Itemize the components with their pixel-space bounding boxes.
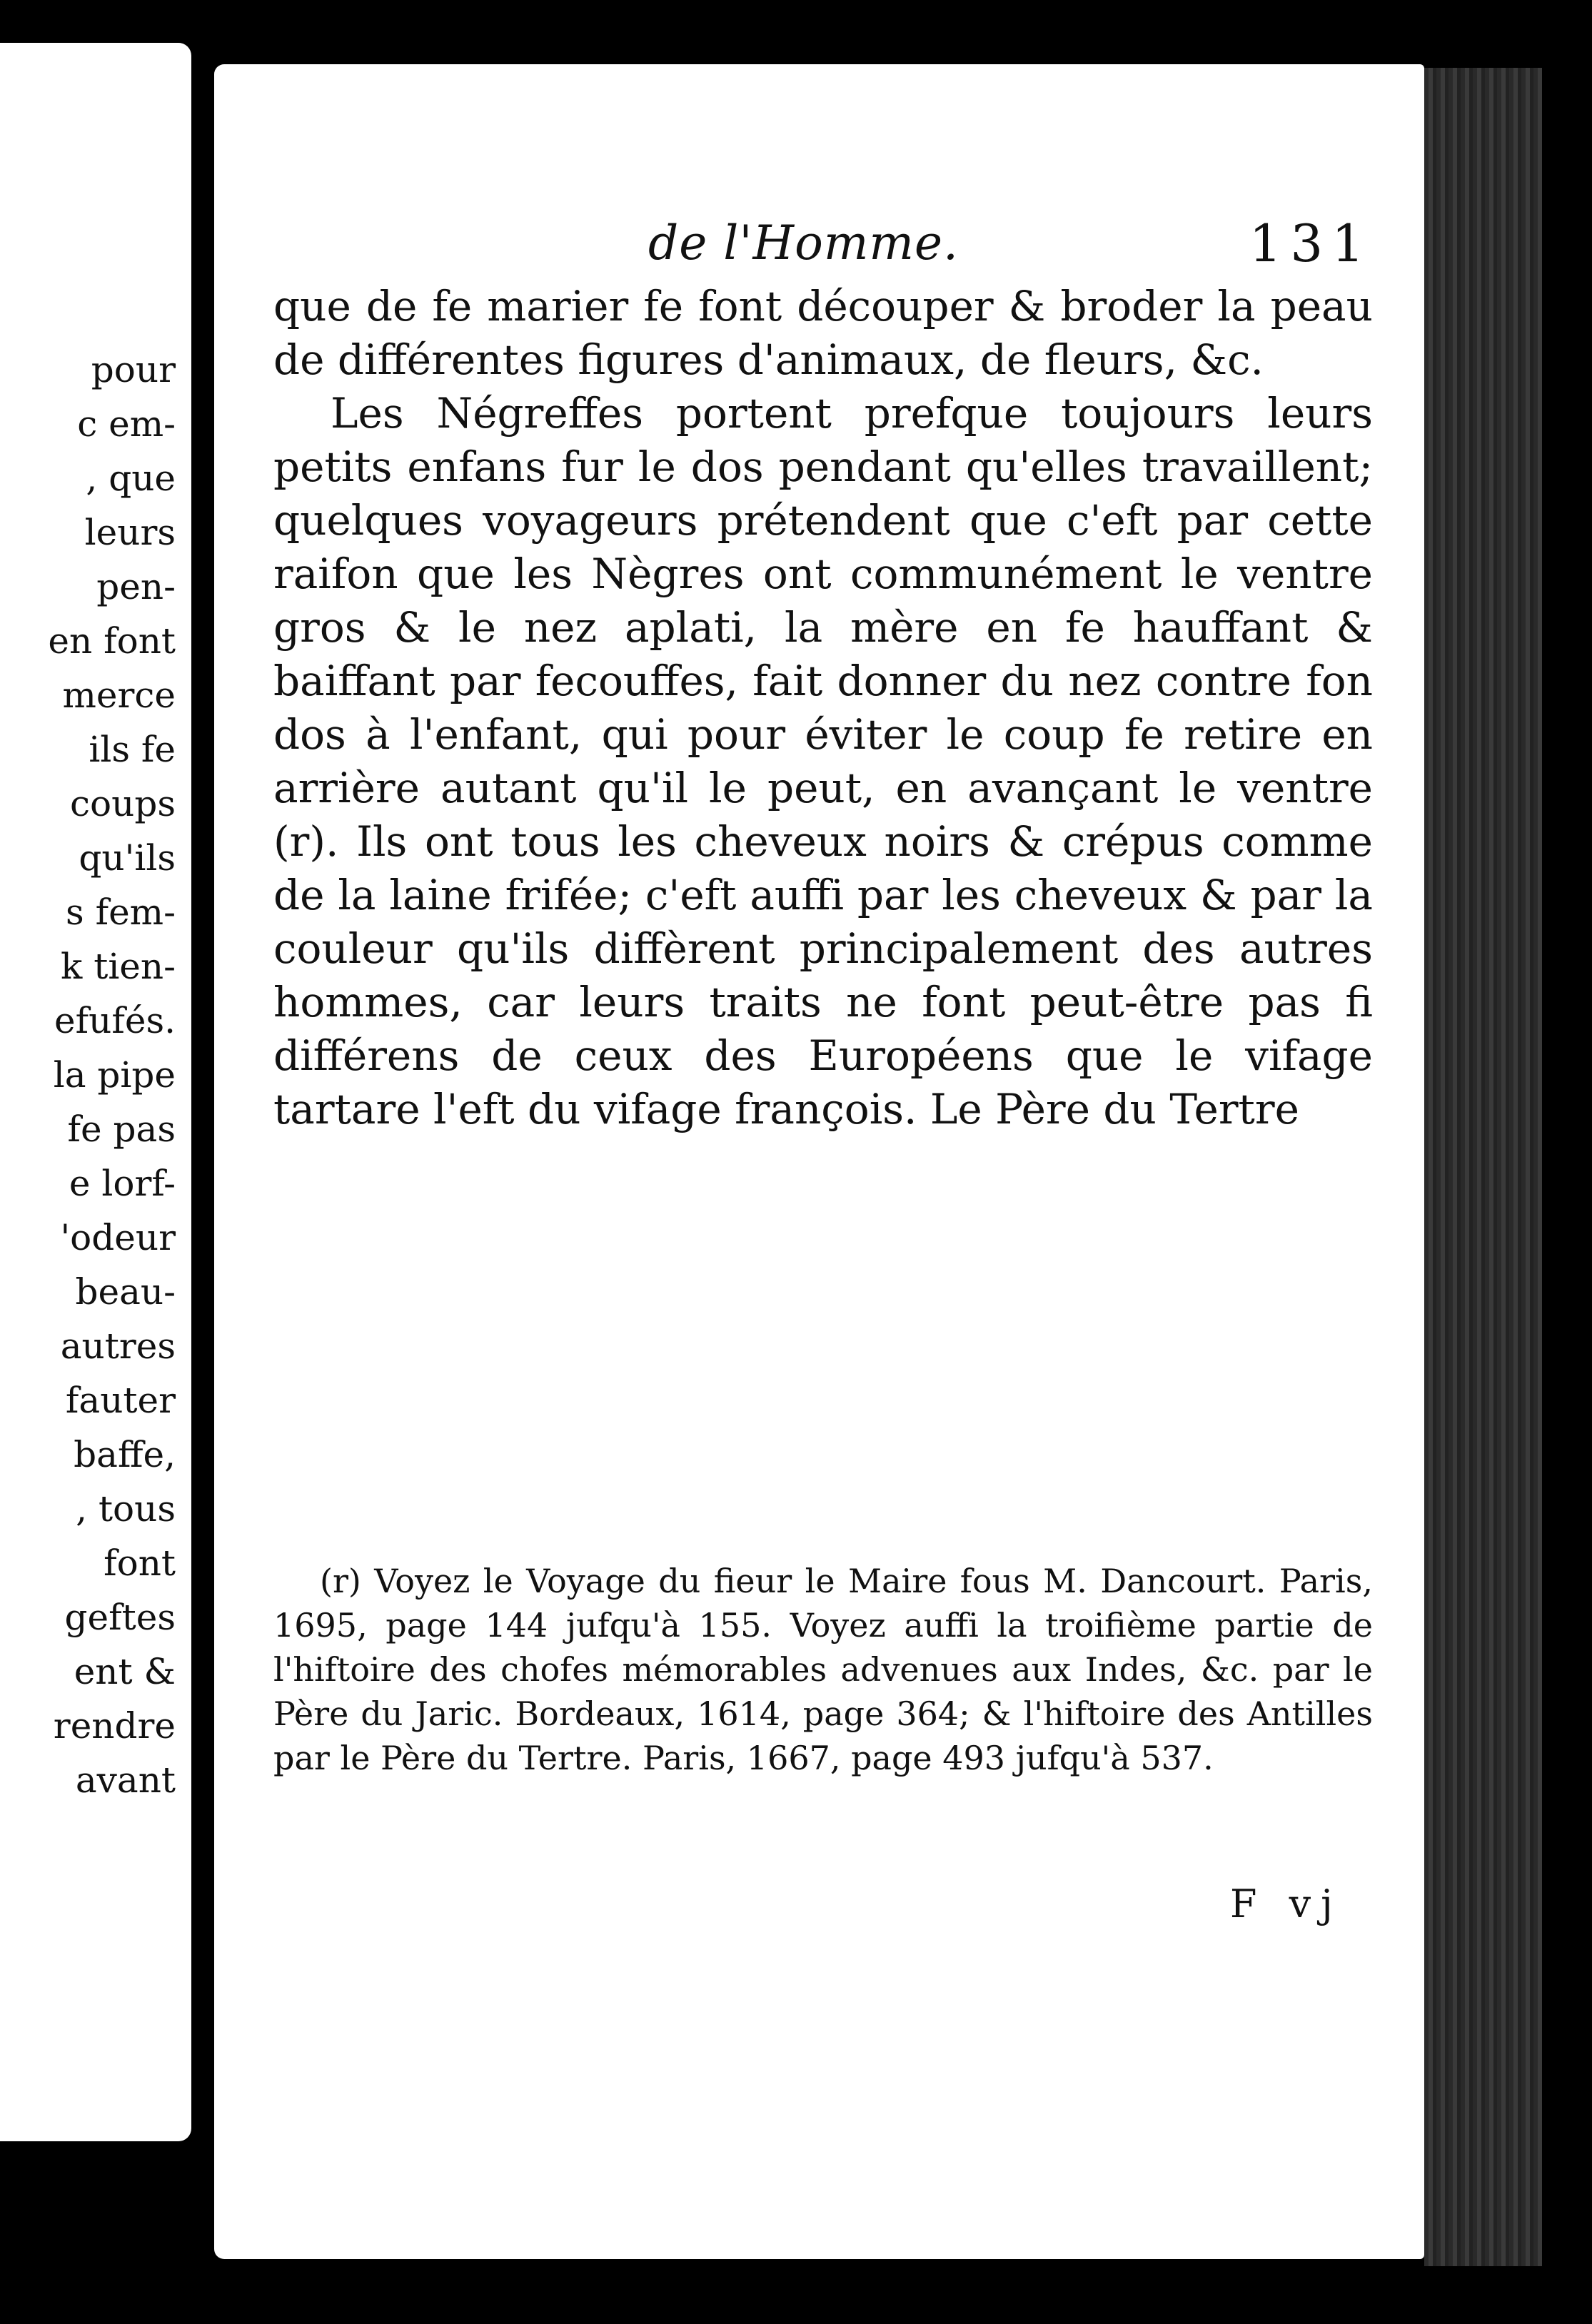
body-paragraph-2: Les Négreffes portent prefque toujours leurs petits enfans fur le dos pendant qu'elles travaillent; quelques voyageurs prétendent que c'eft par cette raifon que les Nègres ont communément le ventre gros & le nez aplati, la mère en fe hauffant & baiffant par fecouffes, fait donner du nez contre fon dos à l'enfant, qui pour éviter le coup fe retire en arrière autant qu'il le peut, en avançant le ventre (r). Ils ont tous les cheveux noirs & crépus comme de la laine frifée; c'eft auffi par les cheveux & par la couleur qu'ils diffèrent principalement des autres hommes, car leurs traits ne font peut-être pas fi différens de ceux des Européens que le vifage tartare l'eft du vifage françois. Le Père du Tertre — [273, 389, 1373, 1133]
left-fragment-line: , que — [86, 458, 176, 499]
page-number: 131 — [1249, 213, 1373, 273]
footnotes — [273, 1559, 1373, 1780]
signature-mark: F vj — [1230, 1881, 1343, 1926]
body-paragraph-1: que de fe marier fe font découper & broder la peau de différentes figures d'animaux, de fleurs, &c. — [273, 282, 1373, 384]
left-fragment-line: merce — [62, 675, 176, 716]
left-fragment-line: en font — [48, 620, 176, 662]
left-fragment-line: s fem- — [66, 891, 176, 933]
left-fragment-line: c em- — [77, 403, 176, 445]
left-fragment-line: font — [104, 1542, 176, 1584]
body-text — [273, 280, 1373, 1136]
left-fragment-line: k tien- — [61, 946, 176, 987]
left-fragment-line: e lorf- — [69, 1163, 176, 1204]
running-head — [273, 204, 1373, 283]
left-fragment-line: coups — [70, 783, 176, 824]
left-fragment-line: efufés. — [54, 1000, 176, 1041]
left-fragment-line: geftes — [64, 1597, 176, 1638]
left-page-text-fragments — [0, 343, 176, 1807]
left-fragment-line: qu'ils — [79, 837, 176, 879]
left-fragment-line: avant — [75, 1759, 176, 1801]
left-fragment-line: pour — [91, 349, 176, 390]
left-fragment-line: baffe, — [74, 1434, 176, 1475]
footnote-r: (r) Voyez le Voyage du fieur le Maire fous M. Dancourt. Paris, 1695, page 144 jufqu'à 155. Voyez auffi la troifième partie de l'hiftoire des chofes mémorables advenues aux Indes, &c. par le Père du Jaric. Bordeaux, 1614, page 364; & l'hiftoire des Antilles par le Père du Tertre. Paris, 1667, page 493 jufqu'à 537. — [273, 1562, 1373, 1777]
left-page-fragment — [0, 43, 191, 2141]
left-fragment-line: ils fe — [89, 729, 176, 770]
left-fragment-line: , tous — [76, 1488, 176, 1530]
left-fragment-line: rendre — [53, 1705, 176, 1747]
left-fragment-line: 'odeur — [60, 1217, 176, 1258]
left-fragment-line: pen- — [96, 566, 176, 607]
left-fragment-line: la pipe — [53, 1054, 176, 1096]
left-fragment-line: ent & — [74, 1651, 176, 1692]
right-page — [214, 64, 1424, 2259]
left-fragment-line: beau- — [75, 1271, 176, 1313]
left-fragment-line: fe pas — [67, 1108, 176, 1150]
left-fragment-line: leurs — [84, 512, 176, 553]
left-fragment-line: autres — [60, 1325, 176, 1367]
running-title: de l'Homme. — [648, 216, 959, 271]
book-page-edges — [1424, 68, 1542, 2266]
left-fragment-line: fauter — [65, 1380, 176, 1421]
